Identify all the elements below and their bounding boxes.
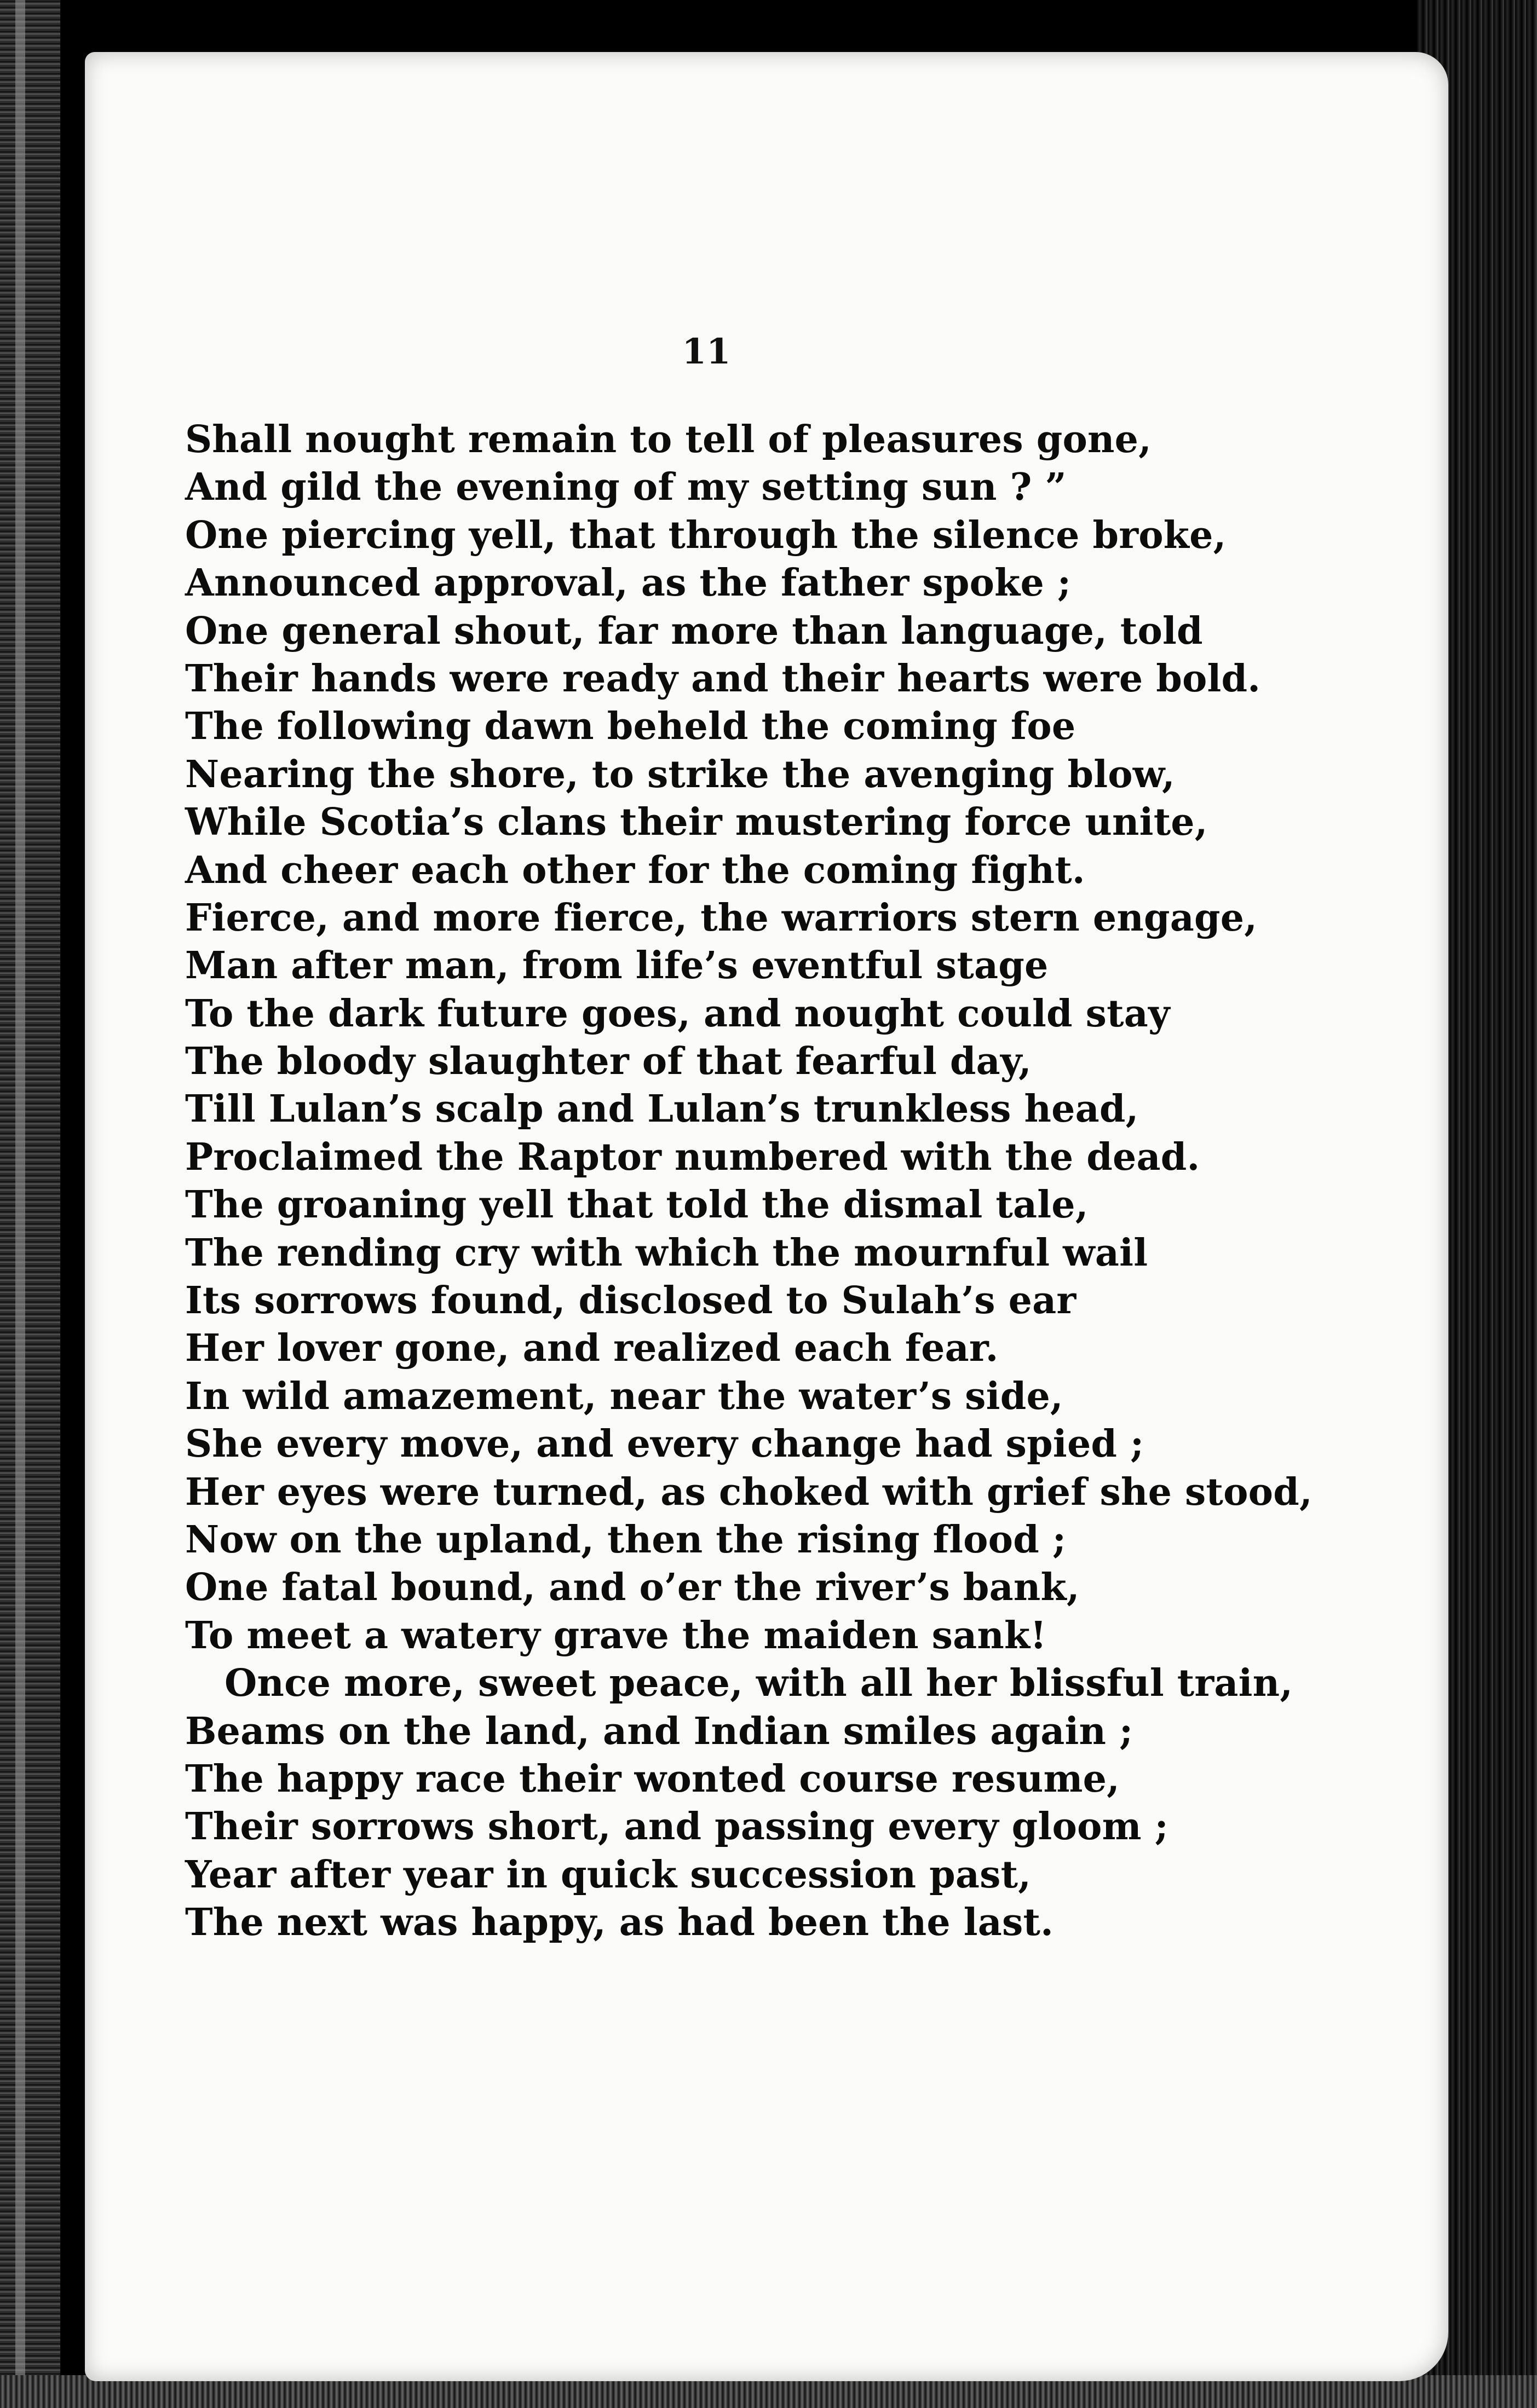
scan-left-edge [0,0,60,2408]
poem-line: Nearing the shore, to strike the avenging blow, [185,752,1175,796]
poem-line: Shall nought remain to tell of pleasures gone, [185,418,1152,461]
poem-line: Its sorrows found, disclosed to Sulah’s ear [185,1279,1077,1323]
page-number: 11 [682,331,731,372]
poem-line: Fierce, and more fierce, the warriors stern engage, [185,896,1258,940]
poem-line: The rending cry with which the mournful wail [185,1231,1148,1275]
poem-line: And gild the evening of my setting sun ? ” [185,465,1067,510]
poem-line: In wild amazement, near the water’s side, [185,1374,1063,1418]
poem-line: One piercing yell, that through the silence broke, [185,513,1227,557]
poem-line: Her eyes were turned, as choked with grief she stood, [185,1470,1313,1514]
poem-line: Year after year in quick succession past, [185,1852,1032,1897]
poem-line: One fatal bound, and o’er the river’s bank, [185,1566,1080,1610]
poem-line: While Scotia’s clans their mustering force unite, [185,800,1208,845]
poem-line: One general shout, far more than language, told [185,609,1203,653]
poem-line: Once more, sweet peace, with all her blissful train, [224,1661,1293,1706]
poem-line: Man after man, from life’s eventful stage [185,944,1049,988]
poem-line: She every move, and every change had spied ; [185,1422,1144,1466]
poem-line: And cheer each other for the coming fight. [185,848,1085,892]
poem-line: The next was happy, as had been the last. [185,1901,1054,1945]
poem-line: Beams on the land, and Indian smiles again ; [185,1709,1133,1753]
poem-text [185,416,1390,1947]
scan-top-edge [0,0,1537,52]
scan-left-edge-highlight [15,0,25,2408]
poem-line: The following dawn beheld the coming foe [185,705,1076,749]
poem-line: To meet a watery grave the maiden sank! [185,1613,1047,1658]
poem-line: Proclaimed the Raptor numbered with the dead. [185,1135,1200,1179]
poem-line: Their hands were ready and their hearts were bold. [185,656,1261,701]
poem-line: Announced approval, as the father spoke ; [185,561,1072,605]
poem-line: Their sorrows short, and passing every gloom ; [185,1805,1168,1849]
poem-line: The bloody slaughter of that fearful day, [185,1040,1032,1084]
poem-line: Her lover gone, and realized each fear. [185,1326,999,1371]
poem-line: Till Lulan’s scalp and Lulan’s trunkless head, [185,1087,1139,1131]
poem-line: The groaning yell that told the dismal tale, [185,1183,1089,1227]
poem-line: The happy race their wonted course resume, [185,1757,1120,1801]
poem-line: To the dark future goes, and nought could stay [185,991,1170,1036]
poem-line: Now on the upland, then the rising flood ; [185,1517,1067,1562]
